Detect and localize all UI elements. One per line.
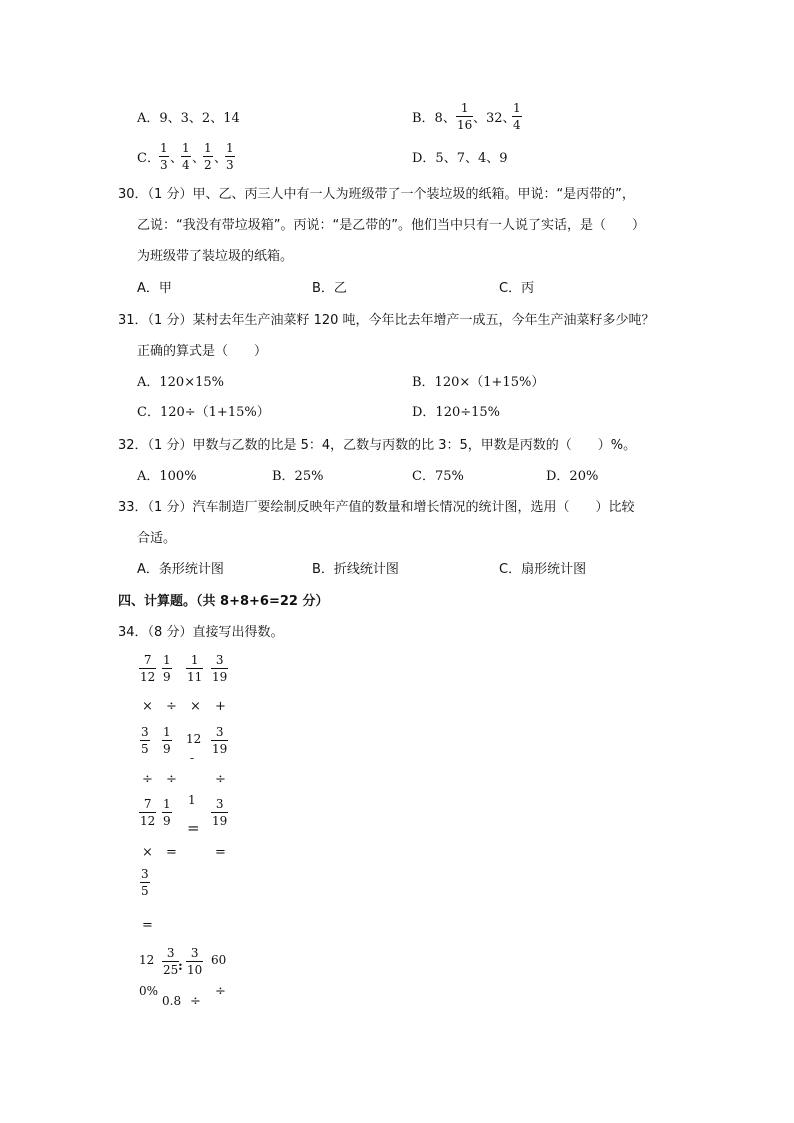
q34-operator: + <box>215 699 226 714</box>
q29-option-b-mid: 、32、 <box>473 111 516 126</box>
q29-option-c-fraction-1: $\frac{1}{3}$ <box>160 141 168 172</box>
q34-decimal: 0.8 <box>162 994 182 1008</box>
q33-stem-line-1: 33．（1 分）汽车制造厂要绘制反映年产值的数量和增长情况的统计图，选用（ ）比较 <box>118 500 635 515</box>
q33-option-a: A．条形统计图 <box>137 562 224 577</box>
q34-fraction: $\frac{3}{5}$ <box>141 867 149 898</box>
q34-percent: 0% <box>139 984 159 998</box>
q31-option-a: A．120×15% <box>137 375 224 390</box>
q31-stem-line-2: 正确的算式是（ ） <box>137 344 268 359</box>
q34-fraction: $\frac{7}{12}$ <box>140 797 156 828</box>
q29-option-a: A．9、3、2、14 <box>137 111 240 126</box>
q34-number: 1 <box>188 793 196 807</box>
q34-stem: 34．（8 分）直接写出得数。 <box>118 625 284 640</box>
q34-equals: = <box>215 845 226 860</box>
q34-number: 12 <box>186 732 202 746</box>
q34-operator: ÷ <box>215 984 226 999</box>
q29-option-c-fraction-2: $\frac{1}{4}$ <box>182 141 190 172</box>
q32-option-b: B．25% <box>272 469 324 484</box>
q32-option-a: A．100% <box>137 469 197 484</box>
q34-operator: × <box>142 845 153 860</box>
q34-colon: : <box>178 959 183 974</box>
q29-option-b-fraction-1: $\frac{1}{16}$ <box>457 101 473 132</box>
q34-number: 12 <box>139 953 155 967</box>
q34-fraction: $\frac{3}{19}$ <box>212 797 228 828</box>
q33-option-b: B．折线统计图 <box>312 562 399 577</box>
q33-option-c: C．扇形统计图 <box>499 562 587 577</box>
q34-fraction: $\frac{3}{5}$ <box>141 725 149 756</box>
q34-fraction: $\frac{3}{25}$ <box>163 946 179 977</box>
q29-option-c-separator: 、 <box>170 151 184 166</box>
q30-option-c: C．丙 <box>499 281 535 296</box>
q31-option-b: B．120×（1+15%） <box>412 375 545 390</box>
q32-option-c: C．75% <box>412 469 464 484</box>
q34-fraction: $\frac{1}{9}$ <box>163 797 171 828</box>
q31-option-c: C．120÷（1+15%） <box>137 405 270 420</box>
q29-option-c-separator: 、 <box>192 151 206 166</box>
q32-option-d: D．20% <box>546 469 599 484</box>
q34-operator: × <box>142 699 153 714</box>
q34-fraction: $\frac{3}{19}$ <box>212 653 228 684</box>
q34-fraction: $\frac{1}{11}$ <box>187 653 203 684</box>
q31-stem-line-1: 31．（1 分）某村去年生产油菜籽 120 吨，今年比去年增产一成五，今年生产油菜籽多少吨？ <box>118 313 655 328</box>
q29-option-b-prefix: B．8、 <box>412 111 456 126</box>
q34-fraction: $\frac{3}{10}$ <box>187 946 203 977</box>
q29-option-c-prefix: C． <box>137 151 160 166</box>
q32-stem-line-1: 32．（1 分）甲数与乙数的比是 5：4，乙数与丙数的比 3：5，甲数是丙数的（ ）%。 <box>118 438 637 453</box>
q34-operator: × <box>190 699 201 714</box>
q34-operator: ÷ <box>166 699 177 714</box>
q30-option-a: A．甲 <box>137 281 172 296</box>
q29-option-b-fraction-2: $\frac{1}{4}$ <box>513 101 521 132</box>
section-title: 四、计算题。（共 8+8+6=22 分） <box>118 594 329 609</box>
q29-option-c-fraction-4: $\frac{1}{3}$ <box>226 141 234 172</box>
q34-operator: ÷ <box>190 994 201 1009</box>
q34-fraction: $\frac{7}{12}$ <box>140 653 156 684</box>
q30-stem-line-1: 30．（1 分）甲、乙、丙三人中有一人为班级带了一个装垃圾的纸箱。甲说：“是丙带的”， <box>118 187 635 202</box>
q34-operator: ÷ <box>215 772 226 787</box>
q34-equals: = <box>187 819 200 837</box>
q34-dash: - <box>190 751 195 765</box>
q31-option-d: D．120÷15% <box>412 405 501 420</box>
q30-stem-line-2: 乙说：“我没有带垃圾箱”。丙说：“是乙带的”。他们当中只有一人说了实话，是（ ） <box>137 218 645 233</box>
q29-option-c-fraction-3: $\frac{1}{2}$ <box>204 141 212 172</box>
q33-stem-line-2: 合适。 <box>137 531 177 546</box>
q34-fraction: $\frac{1}{9}$ <box>163 725 171 756</box>
q34-equals: = <box>166 845 177 860</box>
q34-operator: ÷ <box>142 772 153 787</box>
q34-fraction: $\frac{3}{19}$ <box>212 725 228 756</box>
q34-number: 60 <box>211 953 227 967</box>
q29-option-c-separator: 、 <box>214 151 228 166</box>
q34-equals: = <box>142 918 153 933</box>
q34-operator: ÷ <box>166 772 177 787</box>
q30-option-b: B．乙 <box>312 281 347 296</box>
q30-stem-line-3: 为班级带了装垃圾的纸箱。 <box>137 249 294 264</box>
q34-fraction: $\frac{1}{9}$ <box>163 653 171 684</box>
q29-option-d: D．5、7、4、9 <box>412 151 508 166</box>
